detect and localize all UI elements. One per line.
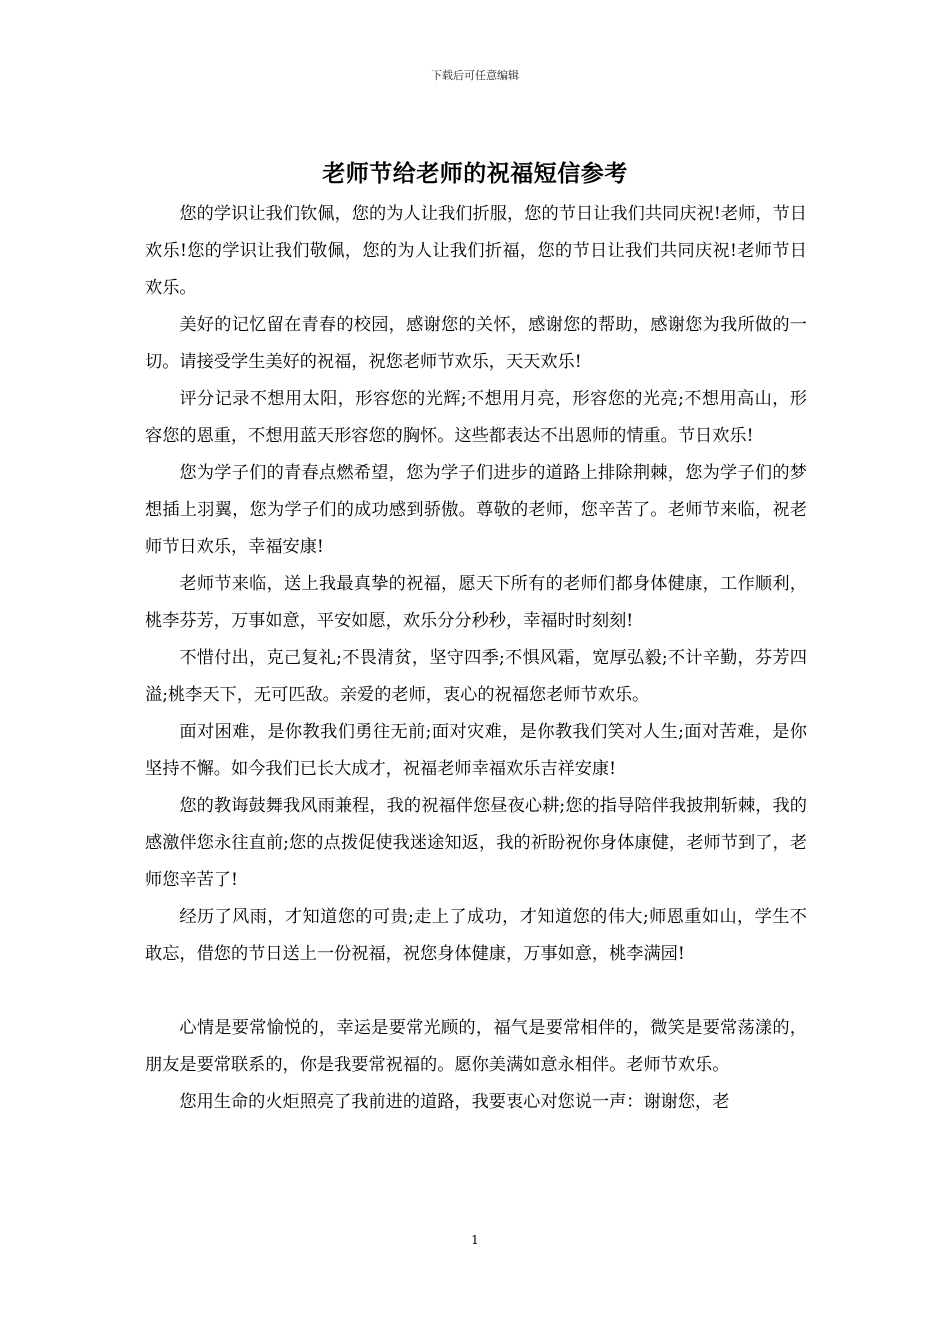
paragraph: 心情是要常愉悦的，幸运是要常光顾的，福气是要常相伴的，微笑是要常荡漾的，朋友是要常联系的，你是我要常祝福的。愿你美满如意永相伴。老师节欢乐。 (145, 1018, 807, 1075)
document-body (145, 196, 807, 1121)
paragraph: 您为学子们的青春点燃希望，您为学子们进步的道路上排除荆棘，您为学子们的梦想插上羽翼，您为学子们的成功感到骄傲。尊敬的老师，您辛苦了。老师节来临，祝老师节日欢乐，幸福安康! (145, 463, 807, 557)
paragraph: 评分记录不想用太阳，形容您的光辉;不想用月亮，形容您的光亮;不想用高山，形容您的恩重，不想用蓝天形容您的胸怀。这些都表达不出恩师的情重。节日欢乐! (145, 389, 807, 446)
paragraph: 您用生命的火炬照亮了我前进的道路，我要衷心对您说一声：谢谢您，老 (179, 1092, 730, 1112)
paragraph: 老师节来临，送上我最真挚的祝福，愿天下所有的老师们都身体健康，工作顺利，桃李芬芳，万事如意，平安如愿，欢乐分分秒秒，幸福时时刻刻! (145, 574, 807, 631)
header-note: 下载后可任意编辑 (431, 69, 519, 82)
paragraph: 经历了风雨，才知道您的可贵;走上了成功，才知道您的伟大;师恩重如山，学生不敢忘，借您的节日送上一份祝福，祝您身体健康，万事如意，桃李满园! (145, 907, 807, 964)
paragraph: 面对困难，是你教我们勇往无前;面对灾难，是你教我们笑对人生;面对苦难，是你坚持不懈。如今我们已长大成才，祝福老师幸福欢乐吉祥安康! (145, 722, 807, 779)
document-title: 老师节给老师的祝福短信参考 (322, 160, 628, 187)
paragraph: 您的教诲鼓舞我风雨兼程，我的祝福伴您昼夜心耕;您的指导陪伴我披荆斩棘，我的感激伴您永往直前;您的点拨促使我迷途知返，我的祈盼祝你身体康健，老师节到了，老师您辛苦了! (145, 796, 807, 890)
paragraph: 您的学识让我们钦佩，您的为人让我们折服，您的节日让我们共同庆祝!老师，节日欢乐!您的学识让我们敬佩，您的为人让我们折福，您的节日让我们共同庆祝!老师节日欢乐。 (145, 204, 807, 298)
paragraph: 美好的记忆留在青春的校园，感谢您的关怀，感谢您的帮助，感谢您为我所做的一切。请接受学生美好的祝福，祝您老师节欢乐，天天欢乐! (145, 315, 807, 372)
paragraph: 不惜付出，克己复礼;不畏清贫，坚守四季;不惧风霜，宽厚弘毅;不计辛勤，芬芳四溢;桃李天下，无可匹敌。亲爱的老师，衷心的祝福您老师节欢乐。 (145, 648, 807, 705)
page-number: 1 (471, 1233, 479, 1247)
